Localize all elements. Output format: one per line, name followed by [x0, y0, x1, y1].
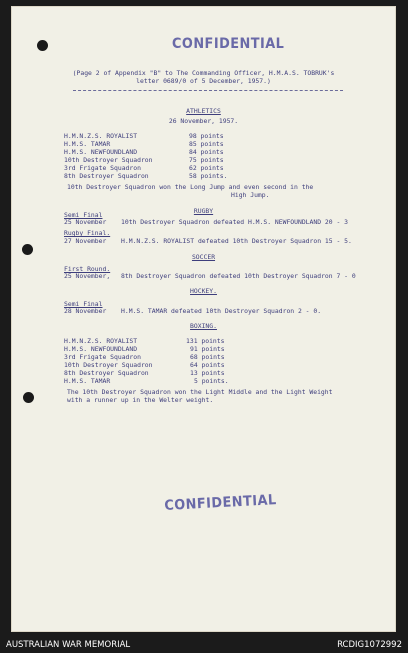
team-name: 3rd Frigate Squadron [64, 164, 141, 172]
team-score: 84 points [189, 148, 224, 156]
team-score: 68 points [190, 353, 225, 361]
team-score: 58 points. [189, 172, 228, 180]
rugby-heading: RUGBY [193, 207, 214, 215]
boxing-result-row [11, 345, 396, 353]
team-name: H.M.S. TAMAR [64, 140, 111, 148]
team-name: 8th Destroyer Squadron [64, 172, 149, 180]
team-name: H.M.S. NEWFOUNDLAND [64, 148, 138, 156]
athletics-result-row [11, 148, 396, 156]
footer-record-id: RCDIG1072992 [337, 640, 402, 650]
header-line-2: letter 0689/0 of 5 December, 1957.) [136, 77, 271, 85]
team-name: 3rd Frigate Squadron [64, 353, 141, 361]
rugby-final-result: H.M.N.Z.S. ROYALIST defeated 10th Destroyer Squadron 15 - 5. [121, 237, 352, 245]
confidential-stamp-bottom: CONFIDENTIAL [164, 492, 278, 514]
boxing-heading: BOXING. [190, 322, 217, 330]
athletics-note-line-1: 10th Destroyer Squadron won the Long Jump and even second in the [67, 183, 314, 191]
team-score: 85 points [189, 140, 224, 148]
header-divider [73, 90, 343, 91]
hockey-semi-label: Semi Final [64, 300, 103, 308]
hockey-semi-result: H.M.S. TAMAR defeated 10th Destroyer Squadron 2 - 0. [121, 307, 322, 315]
document-page [11, 6, 396, 632]
team-name: 8th Destroyer Squadron [64, 369, 149, 377]
team-score: 62 points [189, 164, 224, 172]
footer-source: AUSTRALIAN WAR MEMORIAL [6, 640, 131, 650]
header-line-1: (Page 2 of Appendix "B" to The Commanding Officer, H.M.A.S. TOBRUK's [72, 69, 335, 77]
team-name: H.M.S. NEWFOUNDLAND [64, 345, 138, 353]
team-score: 91 points [190, 345, 225, 353]
boxing-result-row [11, 369, 396, 377]
hockey-heading: HOCKEY. [190, 287, 217, 295]
team-score: 98 points [189, 132, 224, 140]
team-name: 10th Destroyer Squadron [64, 361, 153, 369]
athletics-result-row [11, 172, 396, 180]
boxing-result-row [11, 361, 396, 369]
athletics-date: 26 November, 1957. [168, 117, 239, 125]
boxing-result-row [11, 353, 396, 361]
soccer-round-result: 8th Destroyer Squadron defeated 10th Destroyer Squadron 7 - 0 [121, 272, 356, 280]
athletics-result-row [11, 132, 396, 140]
soccer-heading: SOCCER [191, 253, 216, 261]
athletics-note-line-2: High Jump. [231, 191, 270, 199]
team-score: 5 points. [194, 377, 229, 385]
boxing-result-row [11, 337, 396, 345]
team-score: 64 points [190, 361, 225, 369]
punch-hole-bottom [23, 392, 34, 403]
punch-hole-top [37, 40, 48, 51]
hockey-semi-date: 28 November [64, 307, 107, 315]
boxing-note-line-2: with a runner up in the Welter weight. [67, 396, 214, 404]
athletics-result-row [11, 156, 396, 164]
team-score: 75 points [189, 156, 224, 164]
athletics-result-row [11, 140, 396, 148]
boxing-result-row [11, 377, 396, 385]
rugby-final-date: 27 November [64, 237, 107, 245]
team-score: 13 points [190, 369, 225, 377]
rugby-final-label: Rugby Final. [64, 229, 111, 237]
soccer-round-label: First Round. [64, 265, 111, 273]
athletics-result-row [11, 164, 396, 172]
team-name: H.M.N.Z.S. ROYALIST [64, 337, 138, 345]
team-name: 10th Destroyer Squadron [64, 156, 153, 164]
soccer-round-date: 25 November, [64, 272, 111, 280]
footer-bar [0, 637, 408, 653]
boxing-note-line-1: The 10th Destroyer Squadron won the Light Middle and the Light Weight [67, 388, 333, 396]
rugby-semi-label: Semi Final [64, 211, 103, 219]
team-name: H.M.S. TAMAR [64, 377, 111, 385]
team-score: 131 points [186, 337, 225, 345]
team-name: H.M.N.Z.S. ROYALIST [64, 132, 138, 140]
rugby-semi-date: 25 November [64, 218, 107, 226]
confidential-stamp-top: CONFIDENTIAL [172, 36, 285, 52]
rugby-semi-result: 10th Destroyer Squadron defeated H.M.S. NEWFOUNDLAND 20 - 3 [121, 218, 349, 226]
athletics-heading: ATHLETICS [186, 107, 221, 115]
